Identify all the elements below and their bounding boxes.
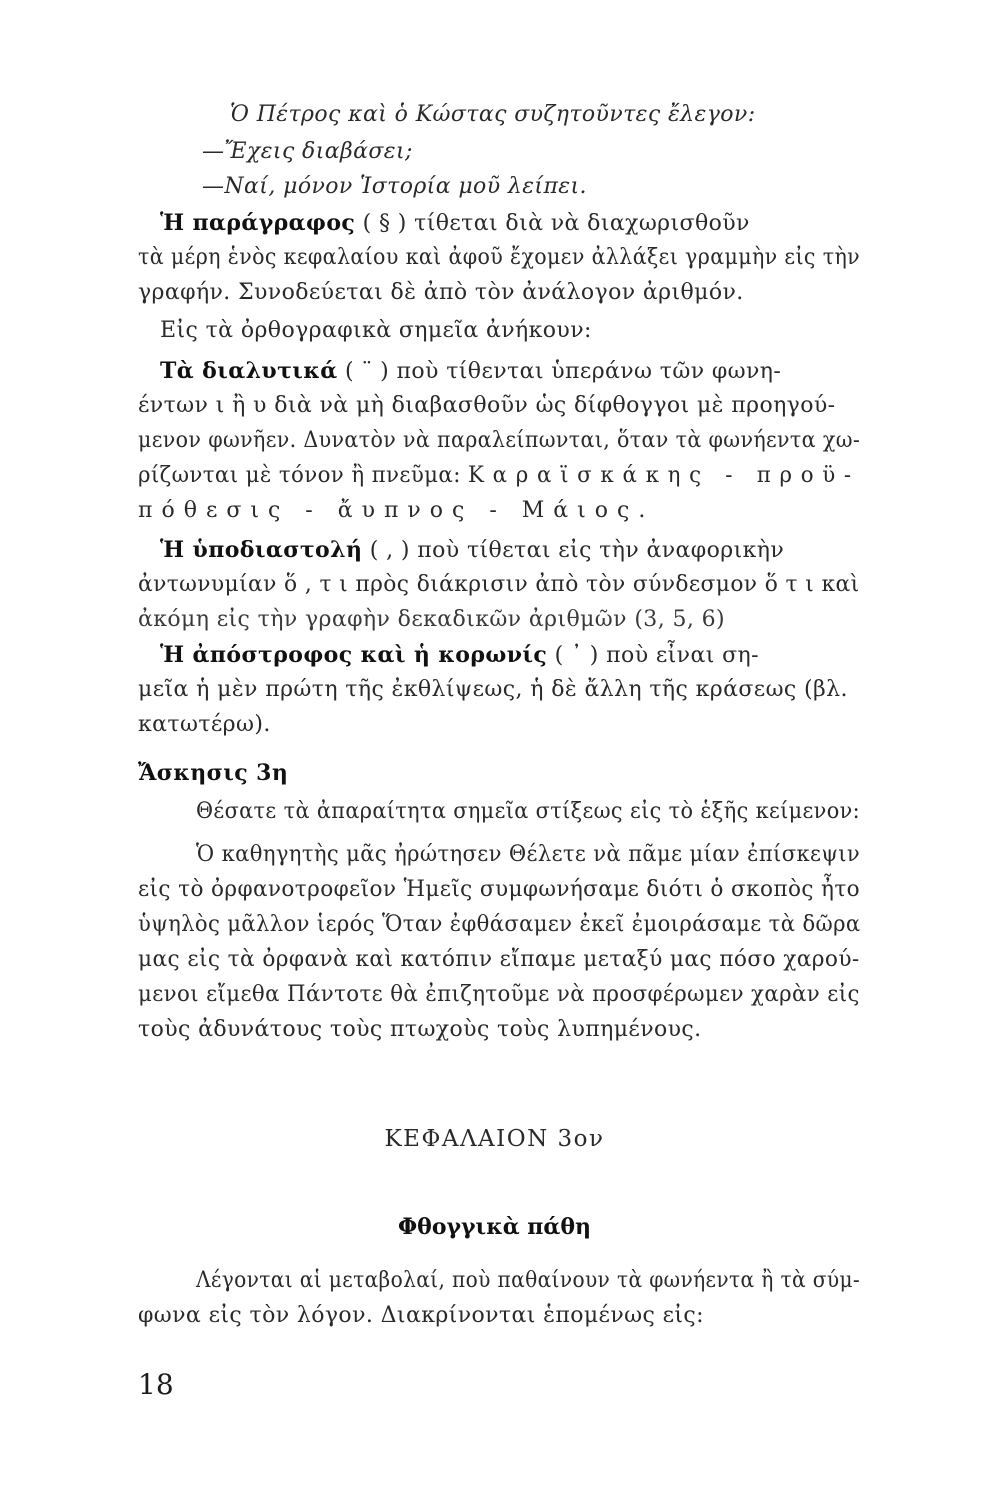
dieresis-example: Καραϊσκάκης - προϋ- — [467, 463, 860, 488]
paragraph-sign-definition: ( § ) τίθεται διὰ νὰ διαχωρισθοῦν — [362, 211, 750, 236]
exercise-text-line: μενοι εἴμεθα Πάντοτε θὰ ἐπιζητοῦμε νὰ προσφέρωμεν χαρὰν εἰς — [138, 982, 860, 1007]
hypodiastole-line-1 — [160, 535, 784, 566]
dialogue-line-2: —Ἔχεις διαβάσει; — [202, 139, 413, 164]
page-number: 18 — [138, 1368, 174, 1401]
orthographic-intro: Εἰς τὰ ὀρθογραφικὰ σημεῖα ἀνήκουν: — [160, 318, 592, 343]
dieresis-rule: ρίζωνται μὲ τόνον ἢ πνεῦμα: — [138, 463, 461, 488]
dieresis-line-4 — [138, 461, 860, 491]
dieresis-term: Τὰ διαλυτικά — [160, 358, 338, 384]
paragraph-sign-term: Ἡ παράγραφος — [160, 210, 356, 236]
exercise-title: Ἄσκησις 3η — [138, 760, 289, 786]
exercise-text-line: τοὺς ἀδυνάτους τοὺς πτωχοὺς τοὺς λυπημένους. — [138, 1017, 702, 1042]
hypodiastole-line-3: ἀκόμη εἰς τὴν γραφὴν δεκαδικῶν ἀριθμῶν (3, 5, 6) — [138, 607, 726, 632]
section-title: Φθογγικὰ πάθη — [398, 1214, 591, 1240]
dialogue-line-1: Ὁ Πέτρος καὶ ὁ Κώστας συζητοῦντες ἔλεγον: — [230, 102, 756, 127]
exercise-text-line: Ὁ καθηγητὴς μᾶς ἠρώτησεν Θέλετε νὰ πᾶμε μίαν ἐπίσκεψιν — [196, 842, 861, 867]
exercise-instruction: Θέσατε τὰ ἀπαραίτητα σημεῖα στίξεως εἰς τὸ ἑξῆς κείμενον: — [196, 799, 860, 824]
hypodiastole-definition: ( , ) ποὺ τίθεται εἰς τὴν ἀναφορικὴν — [369, 538, 785, 563]
chapter-heading: ΚΕΦΑΛΑΙΟΝ 3ον — [384, 1126, 605, 1152]
dieresis-line-3: μενον φωνῆεν. Δυνατὸν νὰ παραλείπωνται, ὅταν τὰ φωνήεντα χω- — [138, 428, 861, 453]
apostrophe-term: Ἡ ἀπόστροφος καὶ ἡ κορωνίς — [160, 642, 548, 668]
apostrophe-line-1 — [160, 640, 759, 671]
dieresis-definition: ( ¨ ) ποὺ τίθενται ὑπεράνω τῶν φωνη- — [344, 359, 782, 384]
exercise-text-line: ὑψηλὸς μᾶλλον ἱερός Ὅταν ἐφθάσαμεν ἐκεῖ ἐμοιράσαμε τὰ δῶρα — [138, 912, 861, 937]
hypodiastole-term: Ἡ ὑποδιαστολή — [160, 537, 363, 563]
exercise-text-line: μας εἰς τὰ ὀρφανὰ καὶ κατόπιν εἴπαμε μεταξύ μας πόσο χαρού- — [138, 947, 860, 972]
paragraph-sign-line-3: γραφήν. Συνοδεύεται δὲ ἀπὸ τὸν ἀνάλογον ἀριθμόν. — [138, 280, 744, 305]
apostrophe-definition: ( ᾽ ) ποὺ εἶναι ση- — [554, 643, 759, 668]
dieresis-line-5: πόθεσις - ἄυπνος - Μάιος. — [138, 498, 655, 523]
paragraph-sign-line-1 — [160, 208, 750, 239]
dieresis-line-2: έντων ι ἢ υ διὰ νὰ μὴ διαβασθοῦν ὡς δίφθογγοι μὲ προηγού- — [138, 393, 836, 418]
chapter-text-line-2: φωνα εἰς τὸν λόγον. Διακρίνονται ἑπομένως εἰς: — [138, 1303, 704, 1328]
hypodiastole-line-2: ἀντωνυμίαν ὅ , τ ι πρὸς διάκρισιν ἀπὸ τὸν σύνδεσμον ὅ τ ι καὶ — [138, 572, 860, 597]
dieresis-line-1 — [160, 356, 781, 387]
dialogue-line-3: —Ναί, μόνον Ἱστορία μοῦ λείπει. — [202, 174, 587, 199]
chapter-text-line-1: Λέγονται αἱ μεταβολαί, ποὺ παθαίνουν τὰ φωνήεντα ἢ τὰ σύμ- — [196, 1268, 861, 1293]
exercise-text-line: εἰς τὸ ὀρφανοτροφεῖον Ἡμεῖς συμφωνήσαμε διότι ὁ σκοπὸς ἦτο — [138, 877, 861, 902]
apostrophe-line-2: μεῖα ἡ μὲν πρώτη τῆς ἐκθλίψεως, ἡ δὲ ἄλλη τῆς κράσεως (βλ. — [138, 677, 848, 702]
paragraph-sign-line-2: τὰ μέρη ἑνὸς κεφαλαίου καὶ ἀφοῦ ἔχομεν ἀλλάξει γραμμὴν εἰς τὴν — [138, 245, 861, 270]
apostrophe-line-3: κατωτέρω). — [138, 712, 271, 737]
